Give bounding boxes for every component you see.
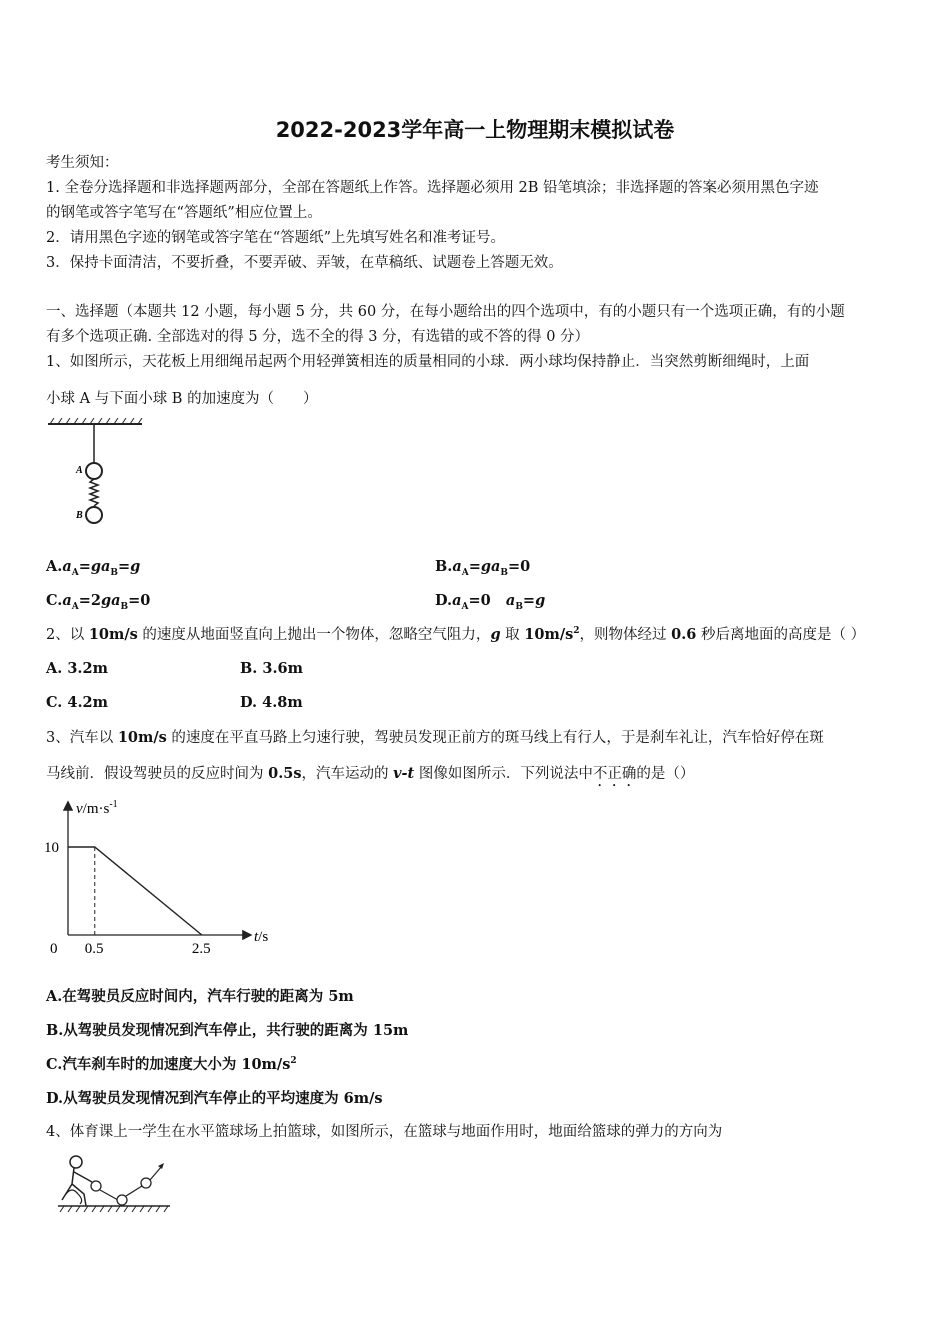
q3-stem: 3、汽车以 10m/s 的速度在平直马路上匀速行驶，驾驶员发现正前方的斑马线上有行人，于是刹车礼让，汽车恰好停在斑 bbox=[46, 729, 824, 746]
q3-emphasis: 不正确 bbox=[592, 766, 637, 782]
x-axis-label: t/s bbox=[254, 929, 269, 945]
q4-basketball-figure bbox=[54, 1150, 174, 1215]
notice-item-2: 2．请用黑色字迹的钢笔或答字笔在“答题纸”上先填写姓名和准考证号。 bbox=[46, 230, 506, 246]
q1-spring-figure bbox=[46, 418, 146, 528]
y-tick-label: 10 bbox=[44, 840, 59, 856]
notice-item-3: 3．保持卡面清洁，不要折叠，不要弄破、弄皱，在草稿纸、试题卷上答题无效。 bbox=[46, 255, 563, 271]
q1-stem-cont: 小球 A 与下面小球 B 的加速度为（ ） bbox=[46, 391, 318, 407]
y-axis-label: $v/m\cdot s^{-1}$ bbox=[76, 799, 118, 817]
notice-heading: 考生须知： bbox=[46, 155, 119, 171]
q2-option-c[interactable]: C. 4.2m bbox=[46, 694, 108, 711]
x-tick-label: 0.5 bbox=[84, 941, 104, 957]
q3-option-c[interactable]: C.汽车刹车时的加速度大小为 $10m/s^2$ bbox=[46, 1056, 297, 1073]
q1-option-b[interactable]: $B.a_A=ga_B=0$ bbox=[435, 558, 531, 578]
q2-option-a[interactable]: A. 3.2m bbox=[46, 660, 108, 677]
q3-option-b[interactable]: B.从驾驶员发现情况到汽车停止，共行驶的距离为 15m bbox=[46, 1022, 409, 1039]
q2-stem: 2、以 10m/s 的速度从地面竖直向上抛出一个物体，忽略空气阻力，g 取 $10m/s^2$，则物体经过 0.6 秒后离地面的高度是（ ） bbox=[46, 626, 866, 643]
x-tick-label: 2.5 bbox=[191, 941, 211, 957]
q1-option-a[interactable]: $A.a_A=ga_B=g$ bbox=[46, 558, 141, 578]
q2-option-b[interactable]: B. 3.6m bbox=[240, 660, 303, 677]
q2-option-d[interactable]: D. 4.8m bbox=[240, 694, 303, 711]
section-heading-cont: 有多个选项正确. 全部选对的得 5 分，选不全的得 3 分，有选错的或不答的得 0 分） bbox=[46, 329, 590, 345]
q1-fig-label-b: B bbox=[76, 510, 83, 521]
q1-stem: 1、如图所示，天花板上用细绳吊起两个用轻弹簧相连的质量相同的小球．两小球均保持静止．当突然剪断细绳时，上面 bbox=[46, 354, 810, 370]
vt-series-line bbox=[68, 847, 202, 935]
page-title: 2022-2023学年高一上物理期末模拟试卷 bbox=[275, 118, 675, 142]
q3-option-a[interactable]: A.在驾驶员反应时间内，汽车行驶的距离为 5m bbox=[46, 988, 354, 1005]
q3-vt-graph bbox=[40, 795, 290, 960]
q3-stem-cont: 马线前．假设驾驶员的反应时间为 0.5s，汽车运动的 v-t 图像如图所示．下列说法中不正确的是（） bbox=[46, 765, 695, 782]
section-heading: 一、选择题（本题共 12 小题，每小题 5 分，共 60 分，在每小题给出的四个选项中，有的小题只有一个选项正确，有的小题 bbox=[46, 304, 845, 320]
notice-item-1: 1. 全卷分选择题和非选择题两部分，全部在答题纸上作答。选择题必须用 2B 铅笔填涂；非选择题的答案必须用黑色字迹 bbox=[46, 180, 819, 196]
q3-option-d[interactable]: D.从驾驶员发现情况到汽车停止的平均速度为 6m/s bbox=[46, 1090, 383, 1107]
q1-option-c[interactable]: $C.a_A=2ga_B=0$ bbox=[46, 592, 151, 612]
q1-option-d[interactable]: $D.a_A=0$ $a_B=g$ bbox=[435, 592, 546, 612]
q1-fig-label-a: A bbox=[76, 465, 83, 476]
notice-item-1-cont: 的钢笔或答字笔写在“答题纸”相应位置上。 bbox=[46, 205, 322, 221]
x-tick-label: 0 bbox=[50, 941, 58, 957]
q4-stem: 4、体育课上一学生在水平篮球场上拍篮球，如图所示，在篮球与地面作用时，地面给篮球的弹力的方向为 bbox=[46, 1124, 723, 1140]
